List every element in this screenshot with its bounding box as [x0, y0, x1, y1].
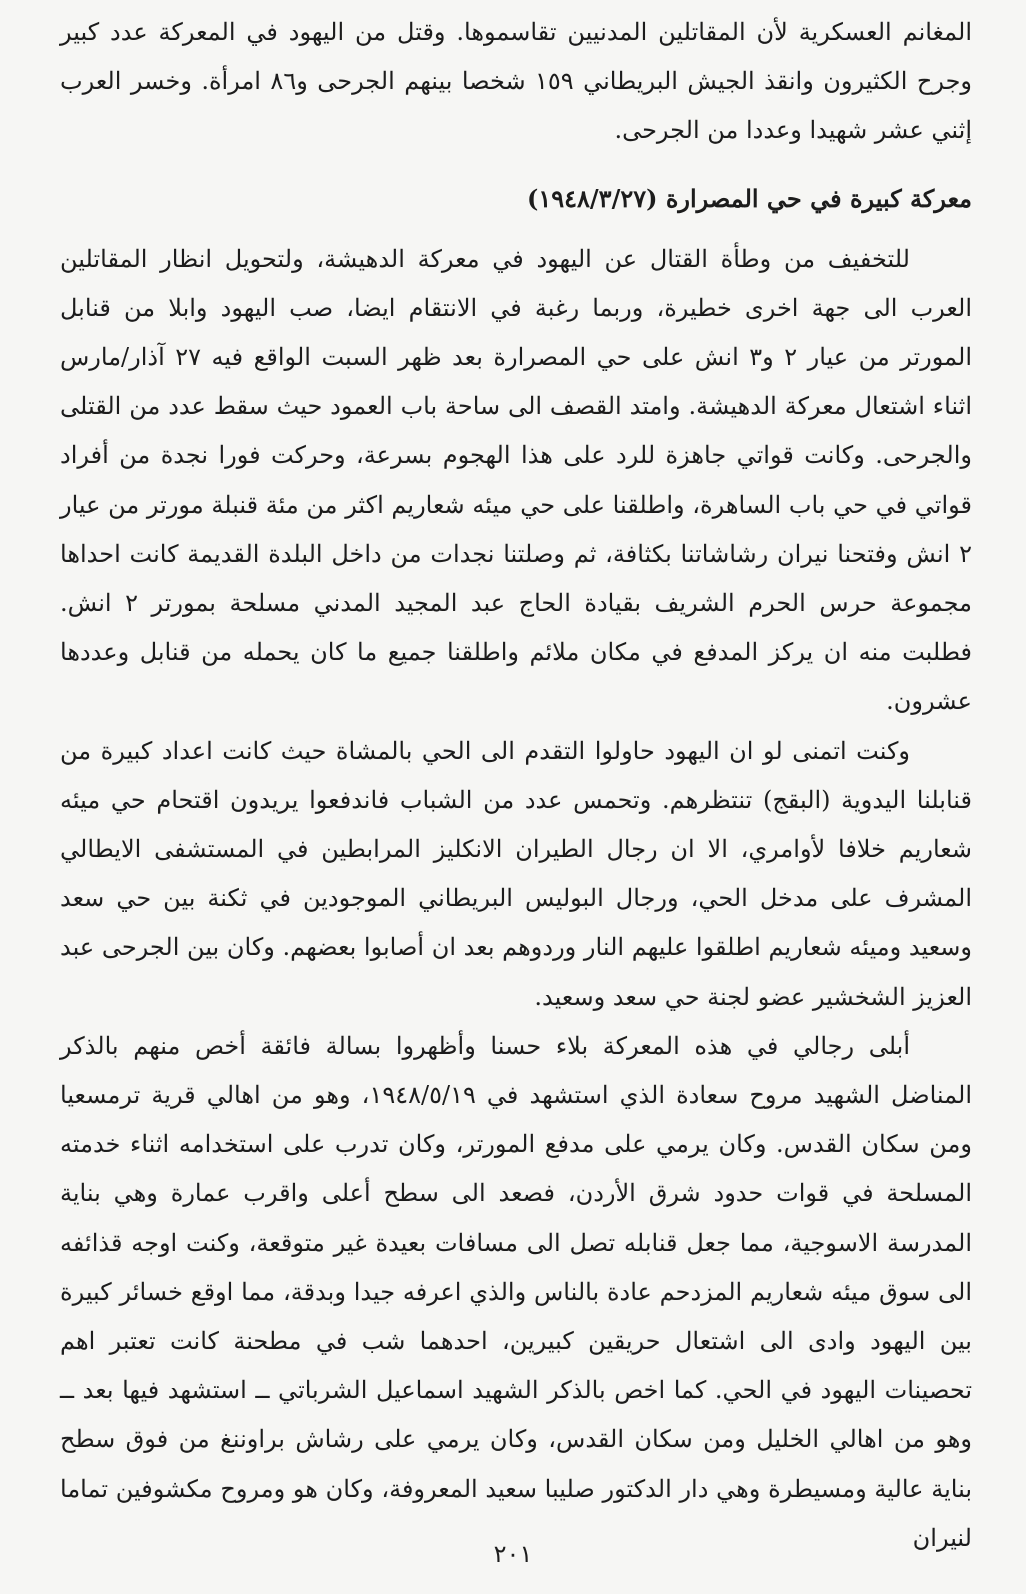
- section-heading: معركة كبيرة في حي المصرارة (١٩٤٨/٣/٢٧): [526, 183, 972, 213]
- body-paragraph-1: المغانم العسكرية لأن المقاتلين المدنيين تقاسموها. وقتل من اليهود في المعركة عدد كبير وجرح الكثيرون وانقذ الجيش البريطاني ١٥٩ شخصا بينهم الجرحى و٨٦ امرأة. وخسر العرب إثني عشر شهيدا وعددا من الجرحى.: [60, 18, 973, 145]
- document-page: [60, 8, 972, 1563]
- page-number: ٢٠١: [493, 1540, 533, 1568]
- body-paragraph-3: وكنت اتمنى لو ان اليهود حاولوا التقدم الى الحي بالمشاة حيث كانت اعداد كبيرة من قنابلنا اليدوية (البقج) تنتظرهم. وتحمس عدد من الشباب فاندفعوا يريدون اقتحام حي ميئه شعاريم خلافا لأوامري، الا ان رجال الطيران الانكليز المرابطين في المستشفى الايطالي المشرف على مدخل الحي، ورجال البوليس البريطاني الموجودين في ثكنة بين حي سعد وسعيد وميئه شعاريم اطلقوا عليهم النار وردوهم بعد ان أصابوا بعضهم. وكان بين الجرحى عبد العزيز الشخشير عضو لجنة حي سعد وسعيد.: [60, 736, 972, 1011]
- body-paragraph-4: أبلى رجالي في هذه المعركة بلاء حسنا وأظهروا بسالة فائقة أخص منهم بالذكر المناضل الشهيد مروح سعادة الذي استشهد في ١٩٤٨/٥/١٩، وهو من اهالي قرية ترمسعيا ومن سكان القدس. وكان يرمي على مدفع المورتر، وكان تدرب على استخدامه اثناء خدمته المسلحة في قوات حدود شرق الأردن، فصعد الى سطح أعلى واقرب عمارة وهي بناية المدرسة الاسوجية، مما جعل قنابله تصل الى مسافات بعيدة غير متوقعة، وكنت اوجه قذائفه الى سوق ميئه شعاريم المزدحم عادة بالناس والذي اعرفه جيدا وبدقة، مما اوقع خسائر كبيرة بين اليهود وادى الى اشتعال حريقين كبيرين، احدهما شب في مطحنة كانت تعتبر اهم تحصينات اليهود في الحي. كما اخص بالذكر الشهيد اسماعيل الشرباتي ــ استشهد فيها بعد ــ وهو من اهالي الخليل ومن سكان القدس، وكان يرمي على رشاش براوننغ من فوق سطح بناية عالية ومسيطرة وهي دار الدكتور صليبا سعيد المعروفة، وكان هو ومروح مكشوفين تماما لنيران: [60, 1031, 973, 1552]
- body-paragraph-2: للتخفيف من وطأة القتال عن اليهود في معركة الدهيشة، ولتحويل انظار المقاتلين العرب الى جهة اخرى خطيرة، وربما رغبة في الانتقام ايضا، صب اليهود وابلا من قنابل المورتر من عيار ٢ و٣ انش على حي المصرارة بعد ظهر السبت الواقع فيه ٢٧ آذار/مارس اثناء اشتعال معركة الدهيشة. وامتد القصف الى ساحة باب العمود حيث سقط عدد من القتلى والجرحى. وكانت قواتي جاهزة للرد على هذا الهجوم بسرعة، وحركت فورا نجدة من أفراد قواتي في حي باب الساهرة، واطلقنا على حي ميئه شعاريم اكثر من مئة قنبلة مورتر من عيار ٢ انش وفتحنا نيران رشاشاتنا بكثافة، ثم وصلتنا نجدات من داخل البلدة القديمة كانت احداها مجموعة حرس الحرم الشريف بقيادة الحاج عبد المجيد المدني مسلحة بمورتر ٢ انش. فطلبت منه ان يركز المدفع في مكان ملائم واطلقنا جميع ما كان يحمله من قنابل وعددها عشرون.: [60, 244, 973, 716]
